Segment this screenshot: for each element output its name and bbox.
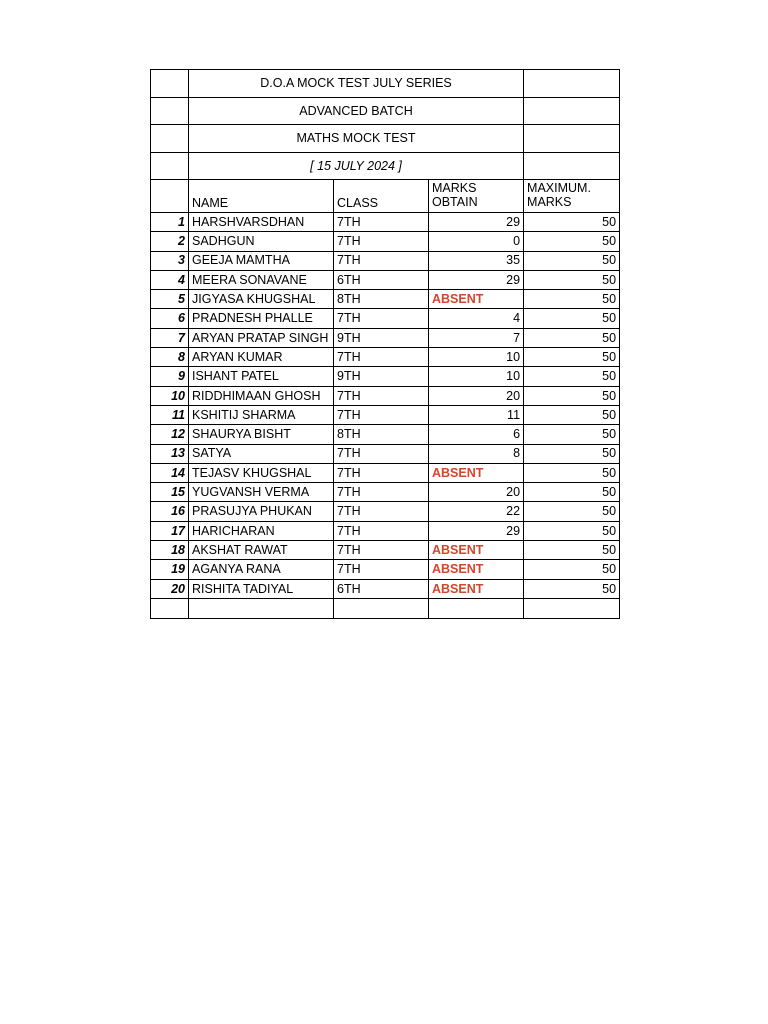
serial-number-cell: 8 [151, 348, 189, 367]
table-row [151, 483, 620, 502]
max-marks-cell: 50 [524, 541, 620, 560]
max-header-line1: MAXIMUM. [527, 181, 591, 195]
table-row [151, 309, 620, 328]
column-header-row [151, 180, 620, 213]
marks-obtained-cell: 4 [429, 309, 524, 328]
marks-obtained-cell: ABSENT [429, 541, 524, 560]
class-cell: 6TH [334, 579, 429, 598]
title-row-1 [151, 70, 620, 98]
serial-number-cell: 10 [151, 386, 189, 405]
class-cell: 7TH [334, 232, 429, 251]
class-cell: 7TH [334, 405, 429, 424]
student-name-cell: SADHGUN [189, 232, 334, 251]
class-cell: 8TH [334, 290, 429, 309]
max-marks-cell: 50 [524, 463, 620, 482]
student-name-cell: ISHANT PATEL [189, 367, 334, 386]
title-row-2 [151, 97, 620, 125]
max-marks-cell: 50 [524, 232, 620, 251]
marks-obtained-cell: 0 [429, 232, 524, 251]
marks-obtained-cell: 20 [429, 386, 524, 405]
marks-obtained-cell: ABSENT [429, 290, 524, 309]
class-cell: 7TH [334, 348, 429, 367]
table-row [151, 251, 620, 270]
table-row [151, 521, 620, 540]
table-row [151, 348, 620, 367]
student-name-cell: GEEJA MAMTHA [189, 251, 334, 270]
test-title: MATHS MOCK TEST [189, 125, 524, 153]
marks-obtained-cell: 10 [429, 367, 524, 386]
serial-number-cell: 14 [151, 463, 189, 482]
max-marks-cell: 50 [524, 270, 620, 289]
max-marks-cell: 50 [524, 483, 620, 502]
class-cell: 7TH [334, 521, 429, 540]
table-row [151, 502, 620, 521]
marks-obtained-cell: 11 [429, 405, 524, 424]
class-cell: 7TH [334, 560, 429, 579]
table-row [151, 270, 620, 289]
max-marks-cell: 50 [524, 425, 620, 444]
table-row [151, 425, 620, 444]
table-row [151, 328, 620, 347]
sheet-title: D.O.A MOCK TEST JULY SERIES [189, 70, 524, 98]
student-name-cell: HARICHARAN [189, 521, 334, 540]
class-cell: 7TH [334, 483, 429, 502]
student-name-cell: PRADNESH PHALLE [189, 309, 334, 328]
marks-obtained-cell: 7 [429, 328, 524, 347]
student-name-cell: SATYA [189, 444, 334, 463]
empty-cell [334, 598, 429, 618]
serial-number-cell: 7 [151, 328, 189, 347]
serial-number-cell: 13 [151, 444, 189, 463]
serial-number-cell: 16 [151, 502, 189, 521]
table-row [151, 405, 620, 424]
student-name-cell: AKSHAT RAWAT [189, 541, 334, 560]
student-name-cell: SHAURYA BISHT [189, 425, 334, 444]
serial-number-cell: 5 [151, 290, 189, 309]
marks-header-line2: OBTAIN [432, 195, 478, 209]
class-cell: 7TH [334, 502, 429, 521]
serial-number-cell: 4 [151, 270, 189, 289]
student-name-cell: MEERA SONAVANE [189, 270, 334, 289]
student-name-cell: ARYAN PRATAP SINGH [189, 328, 334, 347]
table-row [151, 386, 620, 405]
empty-row [151, 598, 620, 618]
marks-header-line1: MARKS [432, 181, 477, 195]
max-marks-cell: 50 [524, 348, 620, 367]
max-marks-cell: 50 [524, 560, 620, 579]
marks-obtained-cell: 8 [429, 444, 524, 463]
marks-obtained-cell: ABSENT [429, 560, 524, 579]
class-cell: 6TH [334, 270, 429, 289]
max-marks-cell: 50 [524, 444, 620, 463]
table-row [151, 232, 620, 251]
max-marks-cell: 50 [524, 290, 620, 309]
empty-cell [524, 598, 620, 618]
marks-obtained-cell: 20 [429, 483, 524, 502]
serial-number-cell: 9 [151, 367, 189, 386]
student-name-cell: AGANYA RANA [189, 560, 334, 579]
marks-header [429, 180, 524, 213]
name-header: NAME [189, 180, 334, 213]
class-cell: 9TH [334, 328, 429, 347]
serial-number-cell: 12 [151, 425, 189, 444]
marks-obtained-cell: 6 [429, 425, 524, 444]
test-date: [ 15 JULY 2024 ] [189, 152, 524, 180]
max-marks-cell: 50 [524, 386, 620, 405]
max-marks-cell: 50 [524, 521, 620, 540]
marks-obtained-cell: 22 [429, 502, 524, 521]
marks-obtained-cell: 29 [429, 270, 524, 289]
student-name-cell: YUGVANSH VERMA [189, 483, 334, 502]
table-row [151, 444, 620, 463]
student-name-cell: RISHITA TADIYAL [189, 579, 334, 598]
table-row [151, 463, 620, 482]
student-name-cell: PRASUJYA PHUKAN [189, 502, 334, 521]
class-cell: 7TH [334, 463, 429, 482]
student-name-cell: KSHITIJ SHARMA [189, 405, 334, 424]
table-row [151, 541, 620, 560]
max-marks-cell: 50 [524, 213, 620, 232]
table-row [151, 213, 620, 232]
serial-number-cell: 19 [151, 560, 189, 579]
class-cell: 7TH [334, 251, 429, 270]
empty-cell [429, 598, 524, 618]
serial-number-cell: 11 [151, 405, 189, 424]
title-row-3 [151, 125, 620, 153]
max-marks-cell: 50 [524, 405, 620, 424]
max-header-line2: MARKS [527, 195, 572, 209]
class-cell: 7TH [334, 213, 429, 232]
student-name-cell: JIGYASA KHUGSHAL [189, 290, 334, 309]
student-name-cell: TEJASV KHUGSHAL [189, 463, 334, 482]
class-cell: 8TH [334, 425, 429, 444]
class-cell: 7TH [334, 386, 429, 405]
date-row [151, 152, 620, 180]
max-marks-cell: 50 [524, 579, 620, 598]
class-cell: 7TH [334, 309, 429, 328]
max-marks-cell: 50 [524, 367, 620, 386]
serial-number-cell: 1 [151, 213, 189, 232]
marks-obtained-cell: 35 [429, 251, 524, 270]
serial-number-cell: 2 [151, 232, 189, 251]
marks-obtained-cell: 29 [429, 521, 524, 540]
batch-title: ADVANCED BATCH [189, 97, 524, 125]
student-name-cell: ARYAN KUMAR [189, 348, 334, 367]
results-table [150, 69, 620, 619]
student-name-cell: RIDDHIMAAN GHOSH [189, 386, 334, 405]
serial-number-cell: 18 [151, 541, 189, 560]
marks-obtained-cell: ABSENT [429, 579, 524, 598]
class-header: CLASS [334, 180, 429, 213]
student-name-cell: HARSHVARSDHAN [189, 213, 334, 232]
table-row [151, 367, 620, 386]
marks-obtained-cell: ABSENT [429, 463, 524, 482]
max-marks-cell: 50 [524, 328, 620, 347]
serial-number-cell: 3 [151, 251, 189, 270]
table-row [151, 579, 620, 598]
marks-obtained-cell: 29 [429, 213, 524, 232]
marks-obtained-cell: 10 [429, 348, 524, 367]
class-cell: 7TH [334, 541, 429, 560]
serial-number-cell: 20 [151, 579, 189, 598]
serial-number-cell: 6 [151, 309, 189, 328]
max-marks-cell: 50 [524, 502, 620, 521]
empty-cell [189, 598, 334, 618]
class-cell: 9TH [334, 367, 429, 386]
table-row [151, 560, 620, 579]
max-marks-cell: 50 [524, 251, 620, 270]
serial-number-cell: 15 [151, 483, 189, 502]
table-row [151, 290, 620, 309]
empty-cell [151, 598, 189, 618]
class-cell: 7TH [334, 444, 429, 463]
max-header [524, 180, 620, 213]
max-marks-cell: 50 [524, 309, 620, 328]
serial-number-cell: 17 [151, 521, 189, 540]
